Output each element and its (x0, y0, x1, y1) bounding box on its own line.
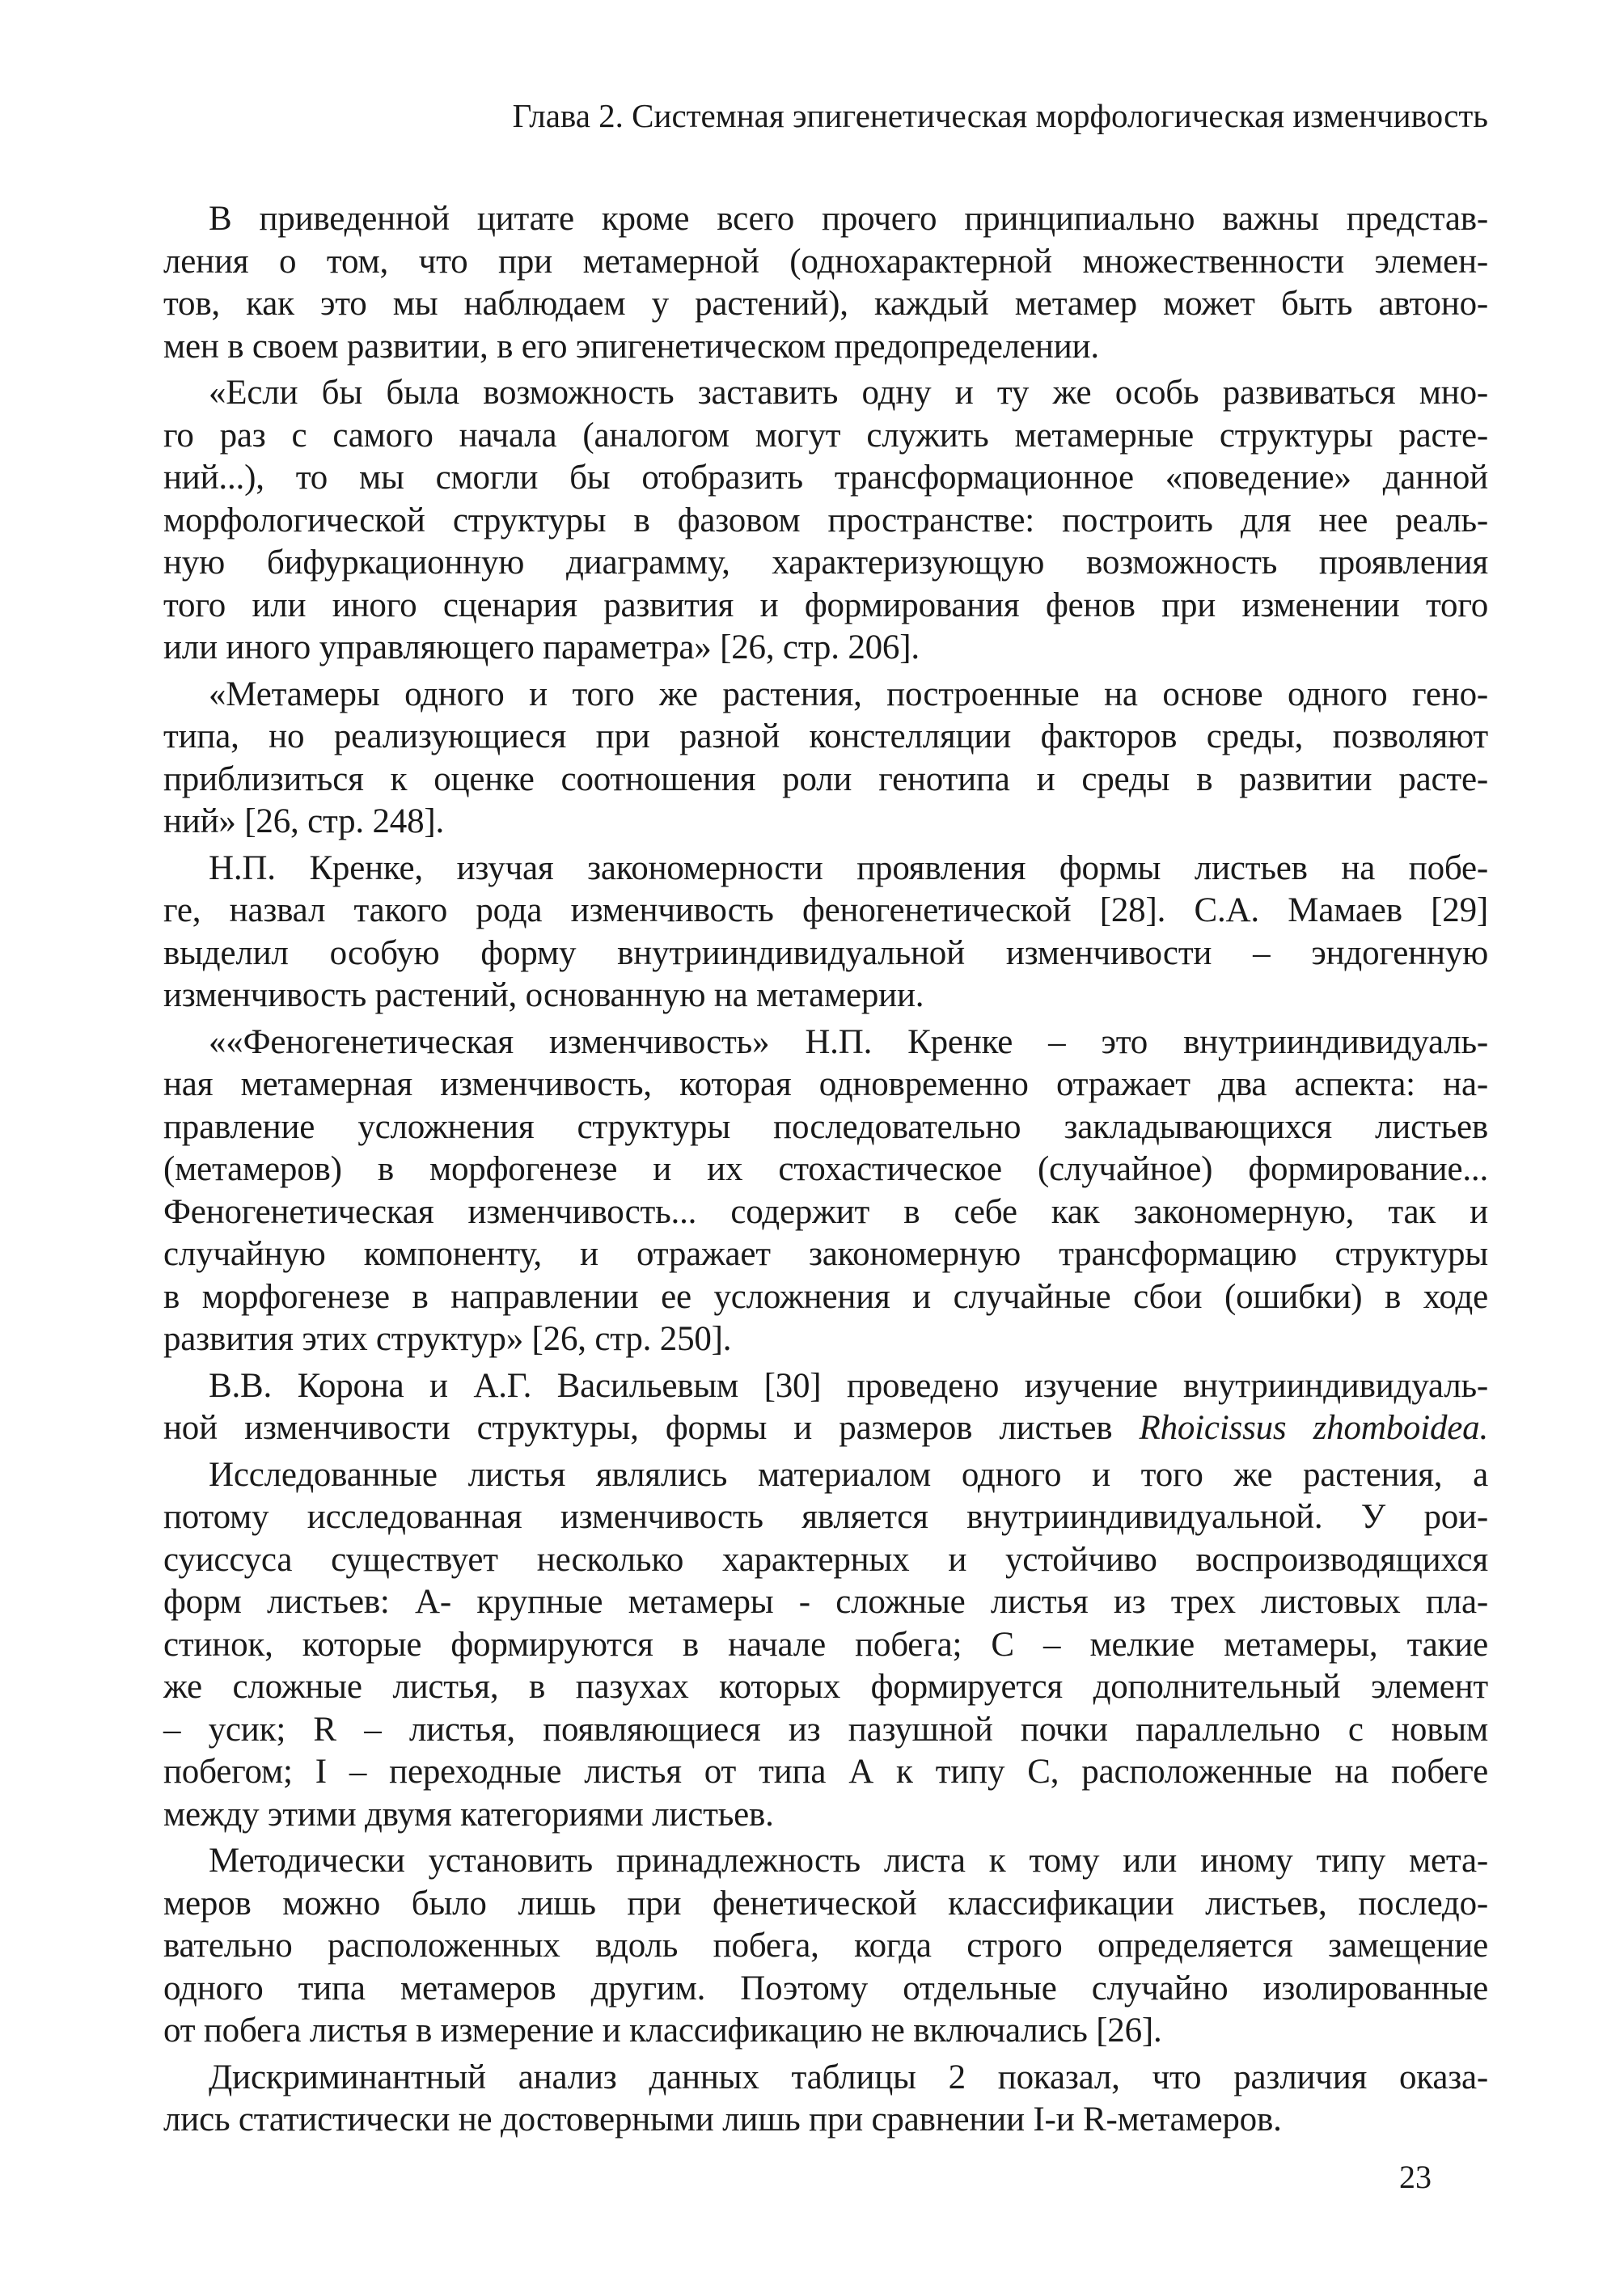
text-line: «Если бы была возможность заставить одну и ту же особь развиваться мно- (209, 374, 1488, 412)
paragraph-4 (163, 848, 1488, 1017)
text-line: Исследованные листья являлись материалом одного и того же растения, а (209, 1455, 1488, 1494)
text-line: (метамеров) в морфогенезе и их стохастическое (случайное) формирование... (163, 1150, 1488, 1188)
text-line: от побега листья в измерение и классификацию не включались [26]. (163, 2012, 1162, 2050)
text-line: мен в своем развитии, в его эпигенетическом предопределении. (163, 327, 1099, 366)
text-line: развития этих структур» [26, стр. 250]. (163, 1320, 732, 1358)
paragraph-6 (163, 1365, 1488, 1450)
paragraph-7 (163, 1454, 1488, 1837)
text-line: же сложные листья, в пазухах которых формируется дополнительный элемент (163, 1668, 1488, 1706)
text-line: Феногенетическая изменчивость... содержит в себе как закономерную, так и (163, 1192, 1488, 1231)
species-name: Rhoicissus zhomboidea. (1139, 1409, 1488, 1447)
paragraph-1 (163, 198, 1488, 368)
text-line: ная метамерная изменчивость, которая одновременно отражает два аспекта: на- (163, 1065, 1488, 1103)
paragraph-2-quote (163, 372, 1488, 670)
text-line: типа, но реализующиеся при разной констелляции факторов среды, позволяют (163, 717, 1488, 755)
text-line: суиссуса существует несколько характерных и устойчиво воспроизводящихся (163, 1540, 1488, 1579)
paragraph-5-quote (163, 1022, 1488, 1361)
text-line: приблизиться к оценке соотношения роли генотипа и среды в развитии расте- (163, 759, 1488, 798)
running-header: Глава 2. Системная эпигенетическая морфологическая изменчивость (512, 97, 1488, 134)
text-line: правление усложнения структуры последовательно закладывающихся листьев (163, 1107, 1488, 1146)
text-line: ««Феногенетическая изменчивость» Н.П. Кренке – это внутрииндивидуаль- (209, 1022, 1488, 1061)
text-line: – усик; R – листья, появляющиеся из пазушной почки параллельно с новым (163, 1710, 1488, 1749)
text-line: ления о том, что при метамерной (однохарактерной множественности элемен- (163, 242, 1488, 281)
text-line: потому исследованная изменчивость является внутрииндивидуальной. У рои- (163, 1498, 1488, 1536)
text-line: го раз с самого начала (аналогом могут служить метамерные структуры расте- (163, 416, 1488, 455)
text-line: вательно расположенных вдоль побега, когда строго определяется замещение (163, 1927, 1488, 1965)
text-line: побегом; I – переходные листья от типа А к типу С, расположенные на побеге (163, 1753, 1488, 1791)
text-line: ний» [26, стр. 248]. (163, 802, 445, 840)
text-line: между этими двумя категориями листьев. (163, 1795, 774, 1834)
text-line: изменчивость растений, основанную на метамерии. (163, 976, 924, 1014)
text-line: «Метамеры одного и того же растения, построенные на основе одного гено- (209, 675, 1488, 713)
text-line: ний...), то мы смогли бы отобразить трансформационное «поведение» данной (163, 459, 1488, 497)
text-segment: ной изменчивости структуры, формы и размеров листьев (163, 1409, 1140, 1447)
text-line: морфологической структуры в фазовом пространстве: построить для нее реаль- (163, 501, 1488, 539)
text-line: или иного управляющего параметра» [26, стр. 206]. (163, 628, 920, 666)
text-line: В приведенной цитате кроме всего прочего принципиально важны представ- (209, 200, 1488, 238)
text-line: выделил особую форму внутрииндивидуальной изменчивости – эндогенную (163, 933, 1488, 972)
text-line: стинок, которые формируются в начале побега; С – мелкие метамеры, такие (163, 1625, 1488, 1664)
text-line: лись статистически не достоверными лишь при сравнении I-и R-метамеров. (163, 2101, 1282, 2139)
text-line: одного типа метамеров другим. Поэтому отдельные случайно изолированные (163, 1969, 1488, 2007)
text-line: в морфогенезе в направлении ее усложнения и случайные сбои (ошибки) в ходе (163, 1277, 1488, 1316)
paragraph-8 (163, 1840, 1488, 2053)
paragraph-9 (163, 2057, 1488, 2142)
text-line: меров можно было лишь при фенетической классификации листьев, последо- (163, 1884, 1488, 1923)
page-number: 23 (1399, 2159, 1432, 2195)
text-line: Н.П. Кренке, изучая закономерности проявления формы листьев на побе- (209, 848, 1488, 887)
text-line: тов, как это мы наблюдаем у растений), каждый метамер может быть автоно- (163, 285, 1488, 323)
text-line: Дискриминантный анализ данных таблицы 2 показал, что различия оказа- (209, 2058, 1488, 2096)
text-line: форм листьев: А- крупные метамеры - сложные листья из трех листовых пла- (163, 1583, 1488, 1621)
text-line: Методически установить принадлежность листа к тому или иному типу мета- (209, 1842, 1488, 1880)
text-line: ную бифуркационную диаграмму, характеризующую возможность проявления (163, 544, 1488, 582)
text-line: случайную компоненту, и отражает закономерную трансформацию структуры (163, 1235, 1488, 1273)
body-text (163, 198, 1488, 2142)
text-line: В.В. Корона и А.Г. Васильевым [30] проведено изучение внутрииндивидуаль- (209, 1366, 1488, 1405)
text-line: того или иного сценария развития и формирования фенов при изменении того (163, 586, 1488, 624)
text-line-with-species (163, 1407, 1488, 1450)
paragraph-3-quote (163, 674, 1488, 844)
text-line: ге, назвал такого рода изменчивость феногенетической [28]. С.А. Мамаев [29] (163, 891, 1488, 929)
